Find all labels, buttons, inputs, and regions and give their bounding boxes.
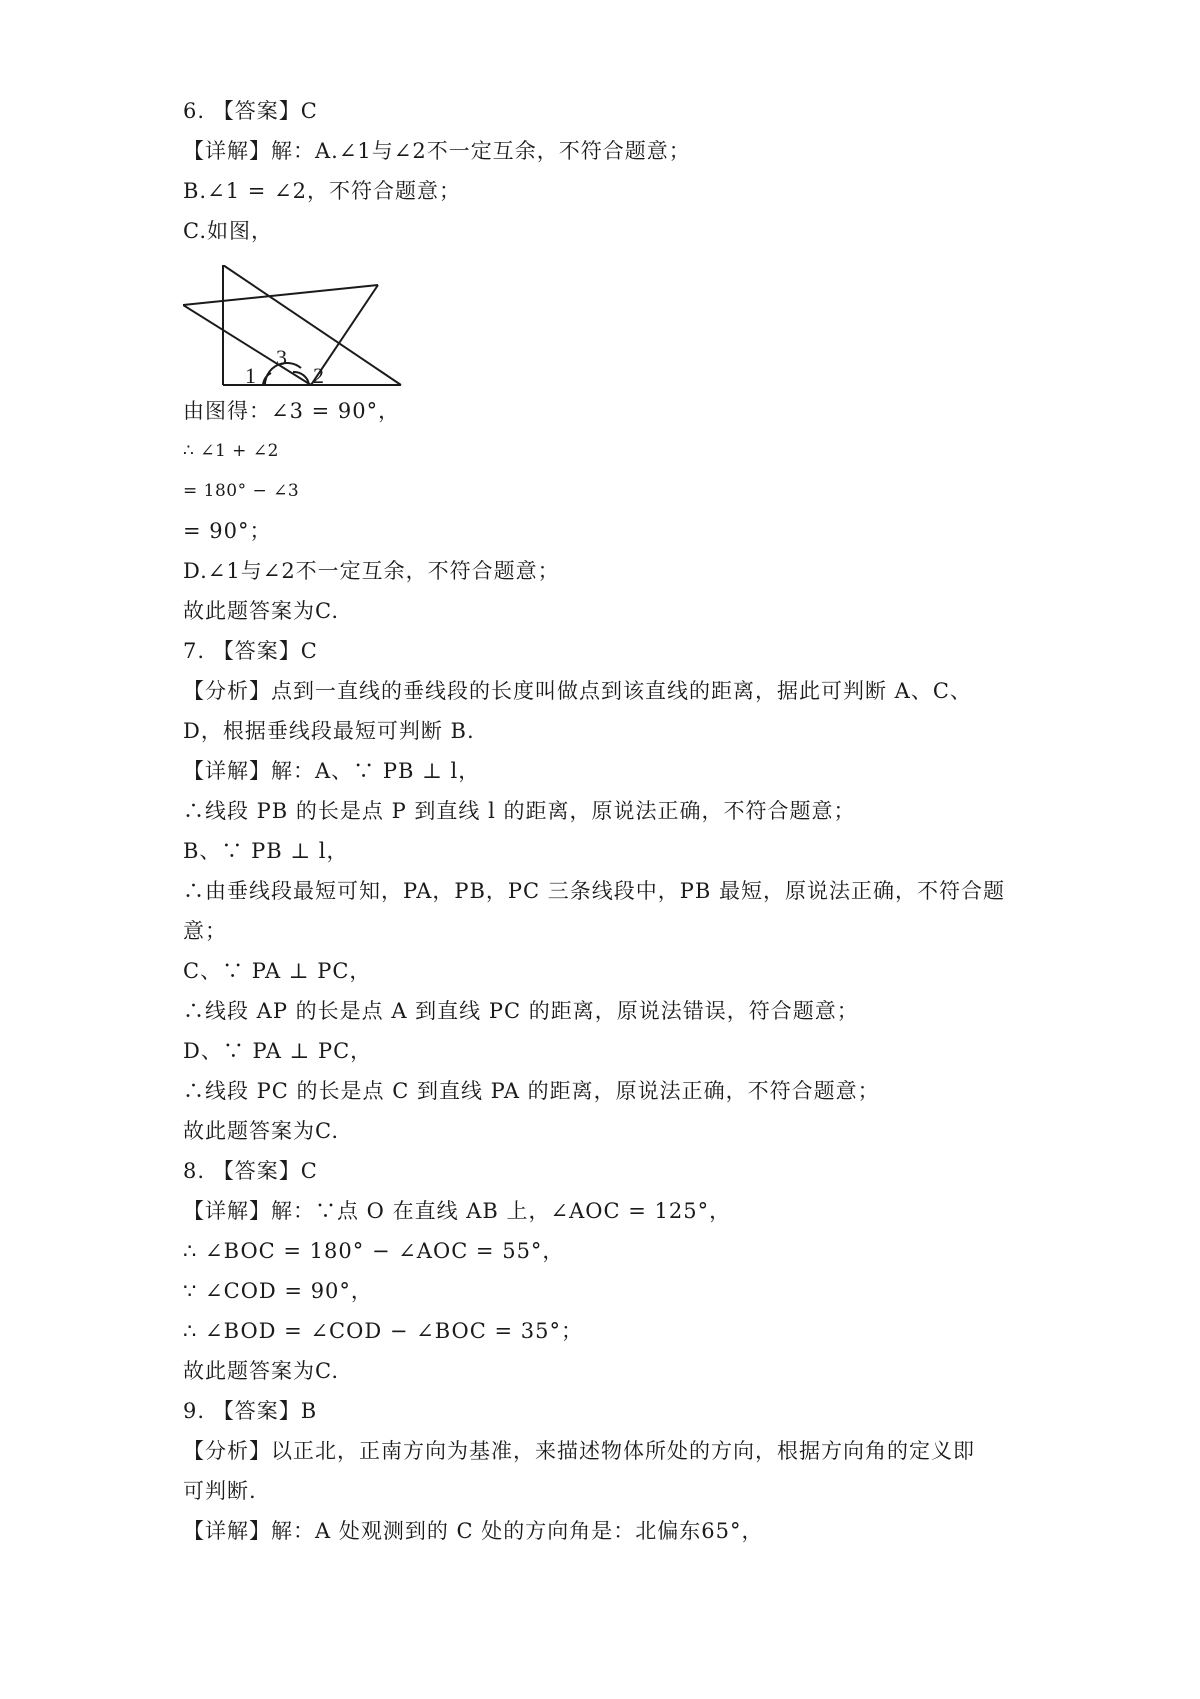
angle-label-1: 1 — [245, 363, 256, 388]
line-6-detail: 【详解】解：A.∠1与∠2不一定互余，不符合题意； — [183, 139, 691, 163]
line-7-analysis: 【分析】点到一直线的垂线段的长度叫做点到该直线的距离，据此可判断 A、C、 — [183, 679, 972, 703]
triangles-figure — [183, 265, 423, 395]
line-7-d: D、∵ PA ⊥ PC， — [183, 1039, 373, 1063]
line-7-a-therefore: ∴线段 PB 的长是点 P 到直线 l 的距离，原说法正确，不符合题意； — [183, 799, 856, 823]
line-6-eq2: = 90°； — [183, 519, 272, 543]
line-8-bod: ∴ ∠BOD = ∠COD − ∠BOC = 35°； — [183, 1319, 583, 1343]
line-7-b: B、∵ PB ⊥ l， — [183, 839, 349, 863]
line-8-detail: 【详解】解：∵点 O 在直线 AB 上，∠AOC = 125°， — [183, 1199, 732, 1223]
line-6-conclusion: 故此题答案为C. — [183, 599, 339, 623]
line-9-detail: 【详解】解：A 处观测到的 C 处的方向角是：北偏东65°， — [183, 1519, 764, 1543]
line-6-eq1: = 180° − ∠3 — [183, 481, 300, 501]
line-6-b: B.∠1 = ∠2，不符合题意； — [183, 179, 461, 203]
line-7-detail-a: 【详解】解：A、∵ PB ⊥ l， — [183, 759, 481, 783]
line-6-therefore: ∴ ∠1 + ∠2 — [183, 441, 279, 461]
line-8-conclusion: 故此题答案为C. — [183, 1359, 339, 1383]
line-6-d: D.∠1与∠2不一定互余，不符合题意； — [183, 559, 560, 583]
line-6-from-figure: 由图得：∠3 = 90°， — [183, 399, 401, 423]
line-8-answer: 8. 【答案】C — [183, 1159, 318, 1183]
line-7-b-therefore: ∴由垂线段最短可知，PA，PB，PC 三条线段中，PB 最短，原说法正确，不符合题 — [183, 879, 1006, 903]
line-9-analysis: 【分析】以正北，正南方向为基准，来描述物体所处的方向，根据方向角的定义即 — [183, 1439, 975, 1463]
line-7-answer: 7. 【答案】C — [183, 639, 318, 663]
line-6-answer: 6. 【答案】C — [183, 99, 318, 123]
angle-label-3: 3 — [276, 345, 287, 370]
line-7-c: C、∵ PA ⊥ PC， — [183, 959, 372, 983]
line-7-d-therefore: ∴线段 PC 的长是点 C 到直线 PA 的距离，原说法正确，不符合题意； — [183, 1079, 880, 1103]
line-9-answer: 9. 【答案】B — [183, 1399, 318, 1423]
line-7-analysis-cont: D，根据垂线段最短可判断 B. — [183, 719, 475, 743]
line-7-b-cont: 意； — [183, 919, 227, 943]
line-8-boc: ∴ ∠BOC = 180° − ∠AOC = 55°， — [183, 1239, 565, 1263]
angle-label-2: 2 — [313, 363, 324, 388]
line-9-analysis-cont: 可判断. — [183, 1479, 257, 1503]
line-6-c: C.如图， — [183, 219, 273, 243]
line-7-c-therefore: ∴线段 AP 的长是点 A 到直线 PC 的距离，原说法错误，符合题意； — [183, 999, 859, 1023]
line-7-conclusion: 故此题答案为C. — [183, 1119, 339, 1143]
line-8-cod: ∵ ∠COD = 90°， — [183, 1279, 373, 1303]
